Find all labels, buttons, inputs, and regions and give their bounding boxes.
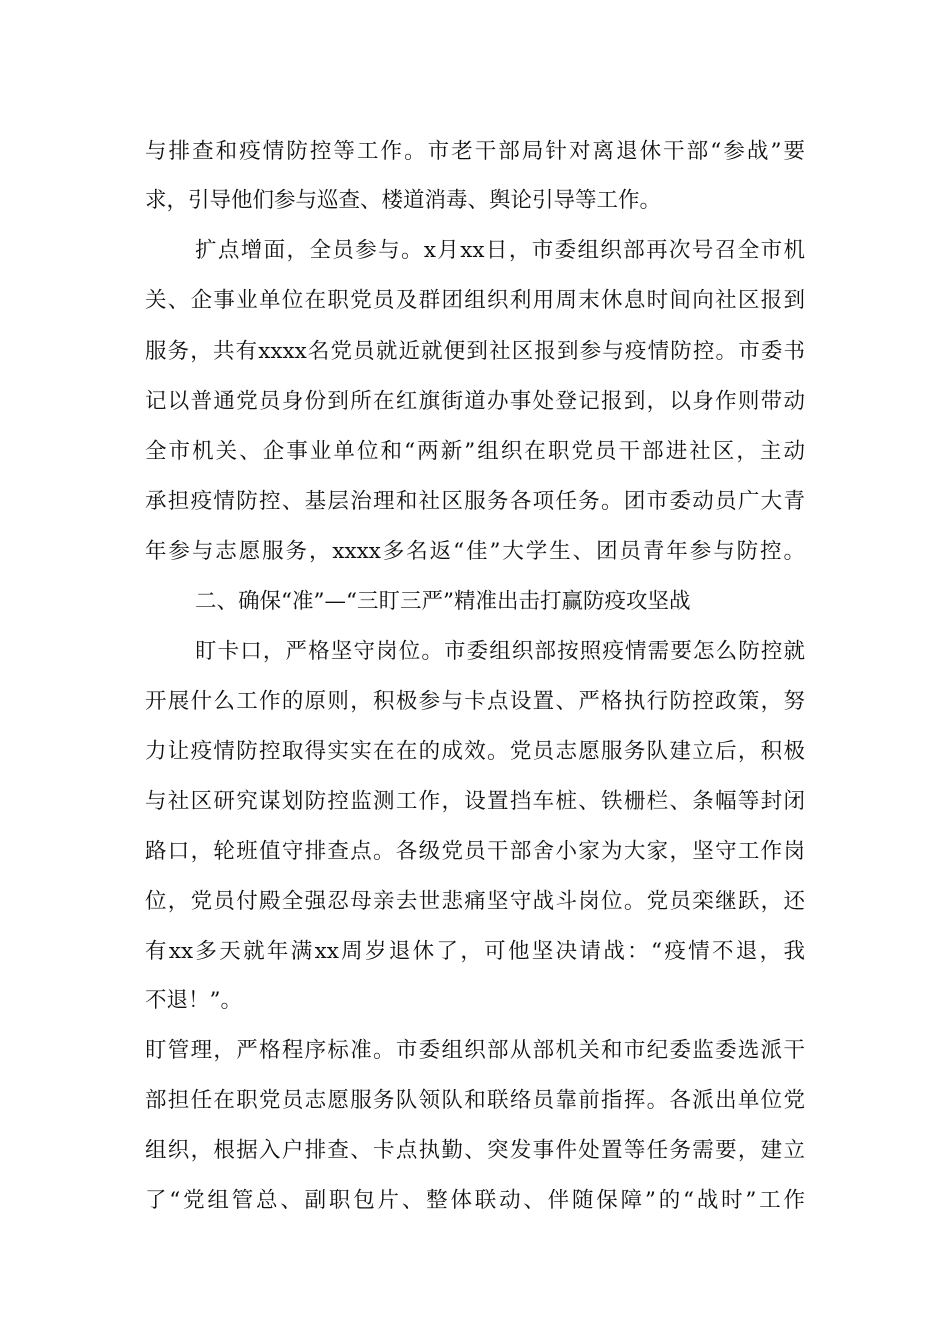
text-line: 记以普通党员身份到所在红旗街道办事处登记报到，以身作则带动 bbox=[145, 389, 805, 414]
text-line: 组织，根据入户排查、卡点执勤、突发事件处置等任务需要，建立 bbox=[145, 1138, 805, 1163]
text-line: 力让疫情防控取得实实在在的成效。党员志愿服务队建立后，积极 bbox=[145, 739, 805, 764]
text-line: 承担疫情防控、基层治理和社区服务各项任务。团市委动员广大青 bbox=[145, 489, 805, 514]
text-line: 开展什么工作的原则，积极参与卡点设置、严格执行防控政策，努 bbox=[145, 689, 805, 714]
text-line: 部担任在职党员志愿服务队领队和联络员靠前指挥。各派出单位党 bbox=[145, 1088, 805, 1113]
paragraph-heading-line: 盯管理，严格程序标准。市委组织部从部机关和市纪委监委选派干 bbox=[145, 1038, 805, 1063]
section-heading: 二、确保“准”—“三盯三严”精准出击打赢防疫攻坚战 bbox=[195, 589, 691, 614]
text-line: 全市机关、企事业单位和“两新”组织在职党员干部进社区，主动 bbox=[145, 439, 805, 464]
text-line: 求，引导他们参与巡查、楼道消毒、舆论引导等工作。 bbox=[145, 188, 662, 213]
paragraph-heading-line: 盯卡口，严格坚守岗位。市委组织部按照疫情需要怎么防控就 bbox=[195, 639, 805, 664]
paragraph-heading-line: 扩点增面，全员参与。x月xx日，市委组织部再次号召全市机 bbox=[195, 238, 805, 263]
text-line: 了“党组管总、副职包片、整体联动、伴随保障”的“战时”工作 bbox=[145, 1188, 805, 1213]
text-line: 不退！”。 bbox=[145, 988, 242, 1013]
text-line: 有xx多天就年满xx周岁退休了，可他坚决请战：“疫情不退，我 bbox=[145, 939, 805, 964]
text-line: 与社区研究谋划防控监测工作，设置挡车桩、铁栅栏、条幅等封闭 bbox=[145, 789, 805, 814]
text-line: 路口，轮班值守排查点。各级党员干部舍小家为大家，坚守工作岗 bbox=[145, 839, 805, 864]
text-line: 服务，共有xxxx名党员就近就便到社区报到参与疫情防控。市委书 bbox=[145, 339, 805, 364]
text-line: 与排查和疫情防控等工作。市老干部局针对离退休干部“参战”要 bbox=[145, 139, 805, 164]
text-line: 关、企事业单位在职党员及群团组织利用周末休息时间向社区报到 bbox=[145, 288, 805, 313]
text-line: 位，党员付殿全强忍母亲去世悲痛坚守战斗岗位。党员栾继跃，还 bbox=[145, 889, 805, 914]
text-line: 年参与志愿服务，xxxx多名返“佳”大学生、团员青年参与防控。 bbox=[145, 539, 805, 564]
